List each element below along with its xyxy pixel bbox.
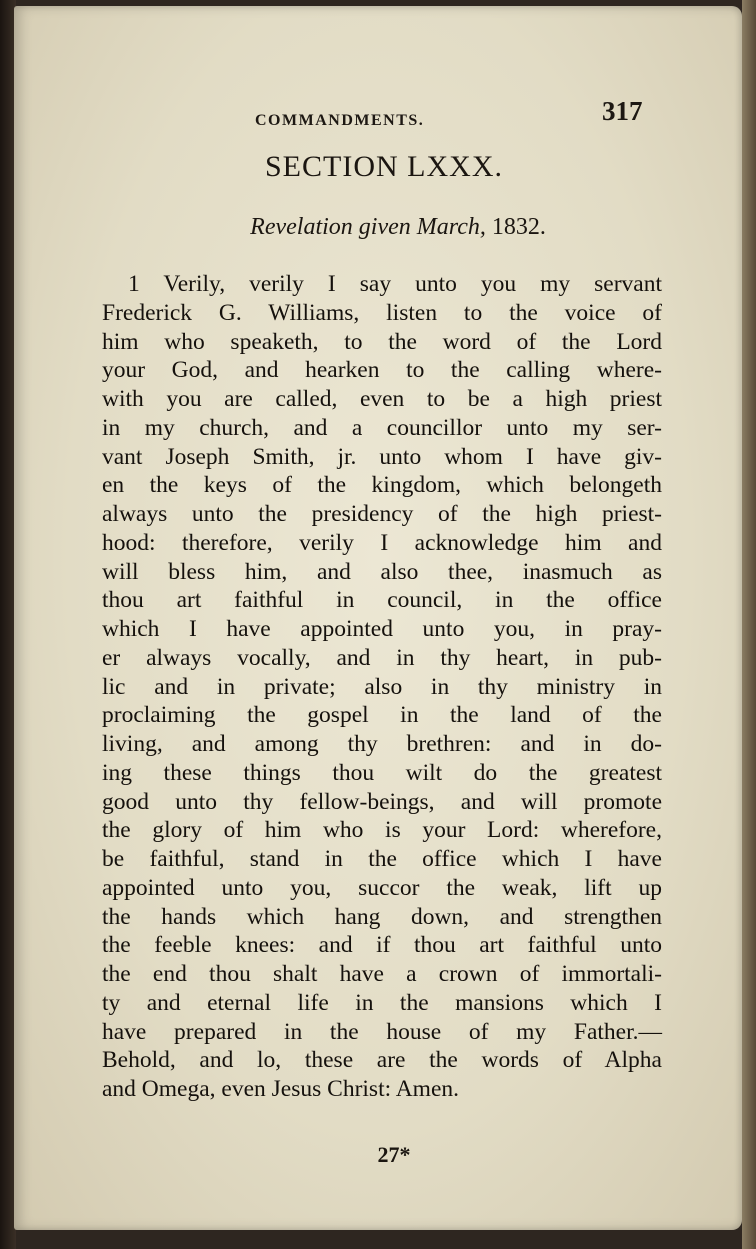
- text-line: in my church, and a councillor unto my ser-: [102, 414, 662, 441]
- text-line: have prepared in the house of my Father.—: [102, 1018, 662, 1045]
- section-title: SECTION LXXX.: [265, 150, 503, 183]
- text-line: living, and among thy brethren: and in do-: [102, 731, 662, 757]
- text-line: the end thou shalt have a crown of immortali-: [102, 961, 662, 987]
- text-line: ty and eternal life in the mansions which I: [102, 989, 662, 1016]
- book-page: [14, 6, 742, 1230]
- text-line: good unto thy fellow-beings, and will promote: [102, 788, 662, 815]
- subtitle-year: 1832.: [485, 214, 546, 240]
- text-line: your God, and hearken to the calling where-: [102, 357, 662, 384]
- page-number: 317: [602, 96, 643, 126]
- text-line: en the keys of the kingdom, which belongeth: [102, 472, 662, 499]
- signature-mark: 27*: [377, 1142, 411, 1167]
- text-line: appointed unto you, succor the weak, lift up: [102, 874, 662, 901]
- text-line: lic and in private; also in thy ministry in: [102, 673, 662, 700]
- text-line: be faithful, stand in the office which I have: [102, 846, 662, 872]
- text-line: er always vocally, and in thy heart, in pub-: [102, 644, 662, 671]
- text-line: ing these things thou wilt do the greatest: [102, 759, 662, 786]
- text-line: with you are called, even to be a high priest: [102, 386, 662, 412]
- text-line: the glory of him who is your Lord: wherefore,: [102, 817, 662, 844]
- text-line: him who speaketh, to the word of the Lord: [102, 328, 662, 355]
- book-edge-right: [742, 0, 756, 1249]
- text-line: and Omega, even Jesus Christ: Amen.: [102, 1076, 460, 1102]
- verse-body: [102, 270, 662, 1104]
- text-line: 1 Verily, verily I say unto you my servant: [128, 271, 662, 297]
- text-line: always unto the presidency of the high priest-: [102, 501, 662, 527]
- text-line: thou art faithful in council, in the office: [102, 587, 662, 614]
- text-line: hood: therefore, verily I acknowledge him and: [102, 529, 662, 556]
- subtitle-text: Revelation given March,: [250, 214, 486, 240]
- running-title: COMMANDMENTS.: [255, 112, 425, 129]
- text-line: the hands which hang down, and strengthen: [102, 903, 662, 930]
- text-line: the feeble knees: and if thou art faithful unto: [102, 932, 662, 959]
- text-line: Behold, and lo, these are the words of Alpha: [102, 1047, 662, 1074]
- text-line: vant Joseph Smith, jr. unto whom I have giv-: [102, 443, 662, 470]
- running-head: [14, 96, 742, 140]
- section-subtitle: [14, 214, 742, 241]
- text-line: will bless him, and also thee, inasmuch as: [102, 558, 662, 585]
- text-line: Frederick G. Williams, listen to the voice of: [102, 299, 662, 326]
- text-line: which I have appointed unto you, in pray-: [102, 616, 662, 642]
- text-line: proclaiming the gospel in the land of the: [102, 702, 662, 729]
